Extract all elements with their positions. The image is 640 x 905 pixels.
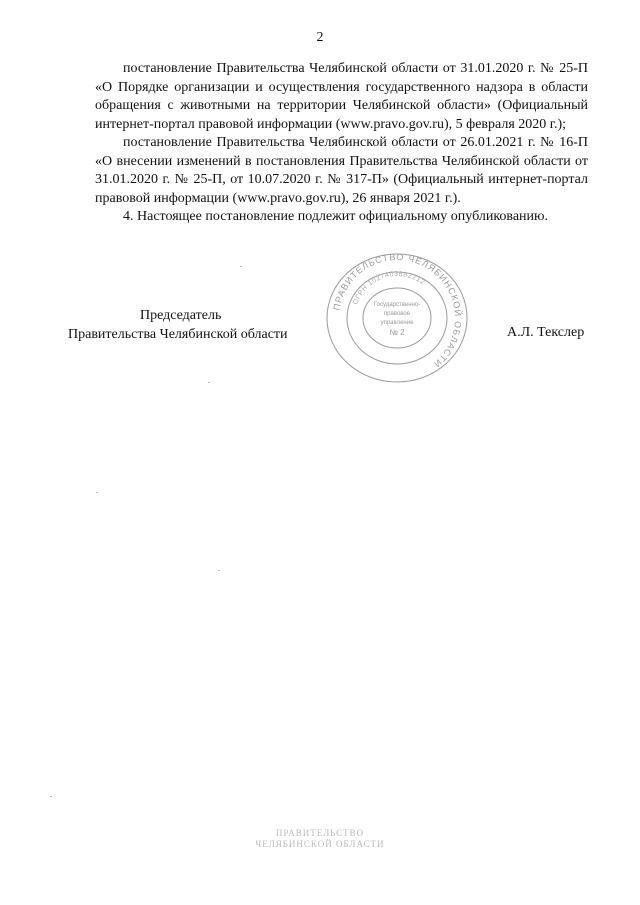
scan-speck bbox=[96, 492, 98, 493]
paragraph-resolution-25p: постановление Правительства Челябинской области от 31.01.2020 г. № 25-П «О Порядке организации и осуществления государственного надзора в области обращения с животными на территории Челябинской области» (Официальный интернет-портал правовой информации (www.pravo.gov.ru), 5 февраля 2020 г.); bbox=[95, 61, 588, 132]
scan-speck bbox=[218, 570, 220, 571]
signatory-title-line2: Правительства Челябинской области bbox=[68, 327, 288, 342]
seal-inner-ring bbox=[363, 288, 431, 348]
signatory-name: А.Л. Текслер bbox=[507, 325, 585, 340]
footer-line1: ПРАВИТЕЛЬСТВО bbox=[275, 828, 365, 838]
seal-outer-text: ПРАВИТЕЛЬСТВО ЧЕЛЯБИНСКОЙ ОБЛАСТИ bbox=[331, 252, 464, 370]
seal-center-line2: правовое bbox=[383, 311, 411, 317]
seal-middle-ring bbox=[347, 272, 447, 364]
faint-footer-watermark bbox=[0, 828, 640, 850]
scan-speck bbox=[208, 382, 210, 383]
seal-center-line1: Государственно- bbox=[373, 302, 421, 308]
seal-inner-text: ОГРН 1027403882212 bbox=[352, 270, 426, 306]
signatory-title-line1: Председатель bbox=[140, 308, 222, 323]
seal-center-line4: № 2 bbox=[389, 328, 405, 337]
scan-speck bbox=[50, 796, 52, 797]
seal-center-line3: управление bbox=[380, 320, 414, 326]
paragraph-resolution-16p: постановление Правительства Челябинской области от 26.01.2021 г. № 16-П «О внесении изменений в постановления Правительства Челябинской области от 31.01.2020 г. № 25-П, от 10.07.2020 г. № 317-П» (Официальный интернет-портал правовой информации (www.pravo.gov.ru), 26 января 2021 г.). bbox=[95, 135, 588, 206]
signatory-title bbox=[68, 306, 288, 344]
page-number: 2 bbox=[316, 30, 324, 45]
document-body bbox=[95, 60, 588, 227]
scan-speck bbox=[240, 266, 242, 267]
footer-line2: ЧЕЛЯБИНСКОЙ ОБЛАСТИ bbox=[255, 839, 385, 849]
paragraph-publication: 4. Настоящее постановление подлежит официальному опубликованию. bbox=[123, 209, 548, 224]
official-seal-stamp bbox=[321, 252, 473, 384]
